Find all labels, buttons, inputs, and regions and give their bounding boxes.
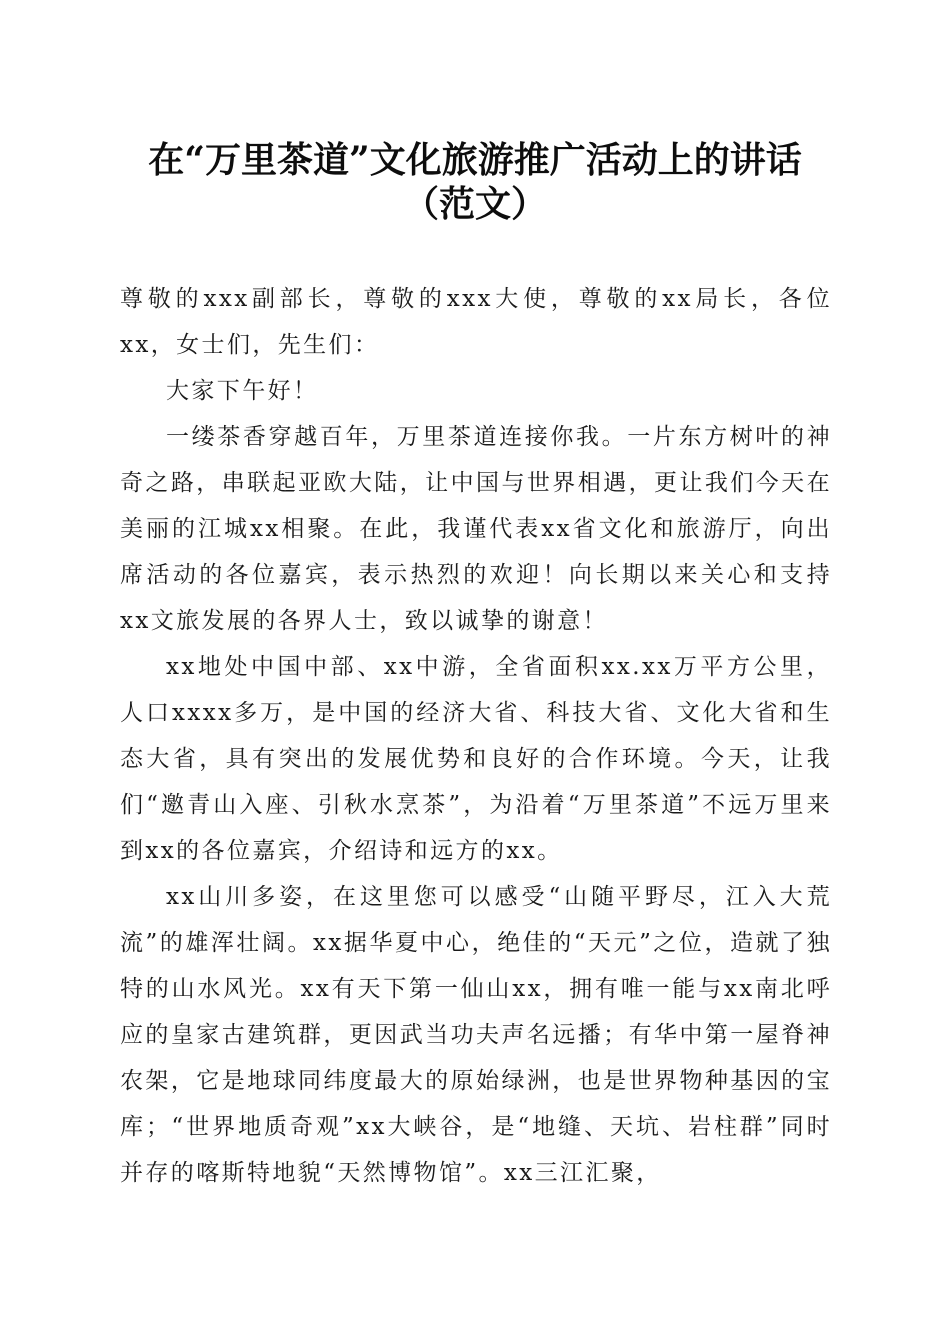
paragraph-province-intro: xx地处中国中部、xx中游，全省面积xx.xx万平方公里，人口xxxx多万，是中国的经济大省、科技大省、文化大省和生态大省，具有突出的发展优势和良好的合作环境。今天，让我们“邀青山入座、引秋水烹茶”，为沿着“万里茶道”不远万里来到xx的各位嘉宾，介绍诗和远方的xx。: [120, 654, 832, 864]
salutation: 尊敬的xxx副部长，尊敬的xxx大使，尊敬的xx局长，各位xx，女士们，先生们：: [120, 286, 832, 358]
document-body: [120, 276, 832, 1196]
document-title: 在“万里茶道”文化旅游推广活动上的讲话: [148, 139, 802, 181]
document-subtitle: （范文）: [402, 183, 547, 225]
paragraph-welcome: 一缕茶香穿越百年，万里茶道连接你我。一片东方树叶的神奇之路，串联起亚欧大陆，让中国与世界相遇，更让我们今天在美丽的江城xx相聚。在此，我谨代表xx省文化和旅游厅，向出席活动的各位嘉宾，表示热烈的欢迎！向长期以来关心和支持xx文旅发展的各界人士，致以诚挚的谢意！: [120, 424, 832, 634]
paragraph-landscape: xx山川多姿，在这里您可以感受“山随平野尽，江入大荒流”的雄浑壮阔。xx据华夏中心，绝佳的“天元”之位，造就了独特的山水风光。xx有天下第一仙山xx，拥有唯一能与xx南北呼应的皇家古建筑群，更因武当功夫声名远播；有华中第一屋脊神农架，它是地球同纬度最大的原始绿洲，也是世界物种基因的宝库；“世界地质奇观”xx大峡谷，是“地缝、天坑、岩柱群”同时并存的喀斯特地貌“天然博物馆”。xx三江汇聚，: [120, 884, 832, 1186]
paragraph-greeting: 大家下午好！: [166, 378, 319, 404]
